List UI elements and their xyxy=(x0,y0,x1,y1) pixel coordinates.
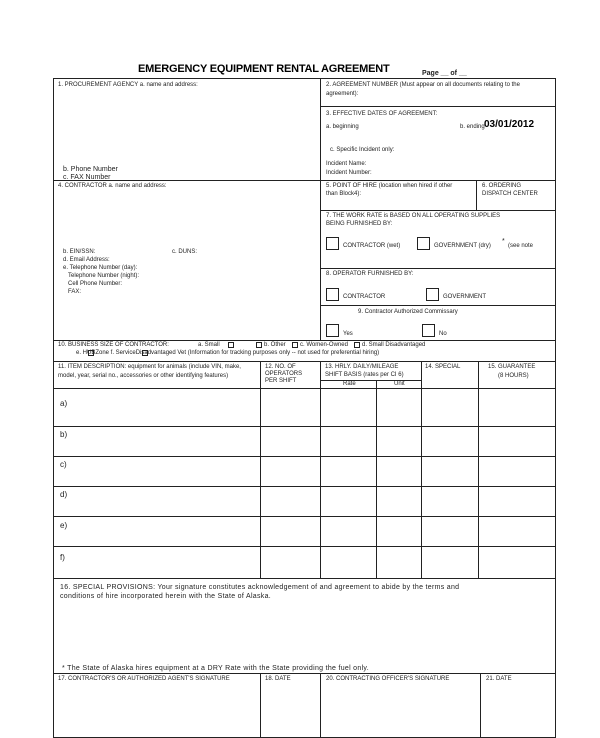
point-of-hire-label: 5. POINT OF HIRE (location when hired if other xyxy=(326,183,453,189)
table-bottom-line xyxy=(53,578,556,579)
commissary-no-checkbox[interactable] xyxy=(422,324,435,337)
divider-sec10 xyxy=(53,340,556,341)
operators-header-2: OPERATORS xyxy=(265,371,303,377)
guarantee-header: 15. GUARANTEE xyxy=(488,364,536,370)
divider-main xyxy=(320,78,321,340)
see-note-label: (see note xyxy=(508,243,534,249)
table-row-d: d) xyxy=(60,490,68,499)
operator-contractor-label: CONTRACTOR xyxy=(343,294,386,300)
email-label: d. Email Address: xyxy=(63,257,110,263)
table-row-line-5 xyxy=(53,546,556,547)
contractor-fax-label: FAX: xyxy=(68,289,82,295)
form-border xyxy=(53,78,556,738)
operator-government-checkbox[interactable] xyxy=(426,288,439,301)
officer-signature-label: 20. CONTRACTING OFFICER'S SIGNATURE xyxy=(326,676,450,682)
commissary-label: 9. Contractor Authorized Commissary xyxy=(358,309,458,315)
table-header-bottom xyxy=(53,388,556,389)
ending-date: 03/01/2012 xyxy=(484,119,535,130)
dry-rate-note: * The State of Alaska hires equipment at a DRY Rate with the State providing the fuel only. xyxy=(62,665,369,672)
size-women-label: c. Women-Owned xyxy=(300,342,348,348)
divider-sec7 xyxy=(320,268,556,269)
business-size-label: 10. BUSINESS SIZE OF CONTRACTOR: xyxy=(58,342,169,348)
agreement-number-label-2: agreement): xyxy=(326,91,359,97)
work-rate-label-2: BEING FURNISHED BY: xyxy=(326,221,393,227)
ending-label: b. ending xyxy=(460,124,485,130)
size-disadv-label: d. Small Disadvantaged xyxy=(362,342,426,348)
business-size-line2: e. HUBZone f. ServiceDisadvantaged Vet (Information for tracking purposes only -- not used for preferential hiring) xyxy=(76,350,380,356)
asterisk-mark: * xyxy=(502,238,505,245)
page-number-label: Page __ of __ xyxy=(422,70,467,77)
telephone-night-label: Telephone Number (night): xyxy=(68,273,140,279)
agreement-number-label: 2. AGREEMENT NUMBER (Must appear on all documents relating to the xyxy=(326,82,520,88)
size-disadv-checkbox[interactable] xyxy=(354,342,360,348)
table-row-line-3 xyxy=(53,486,556,487)
size-other-label: b. Other xyxy=(264,342,286,348)
officer-date-label: 21. DATE xyxy=(486,676,512,682)
table-row-c: c) xyxy=(60,460,67,469)
page-title: EMERGENCY EQUIPMENT RENTAL AGREEMENT xyxy=(138,63,390,75)
special-provisions-text-2: conditions of hire incorporated herein with the State of Alaska. xyxy=(60,593,272,600)
size-small-label: a. Small xyxy=(198,342,220,348)
specific-incident-label: c. Specific Incident only: xyxy=(330,147,395,153)
operator-furnished-label: 8. OPERATOR FURNISHED BY: xyxy=(326,271,414,277)
operator-government-label: GOVERNMENT xyxy=(443,294,487,300)
rate-header-2: SHIFT BASIS (rates per CI 6) xyxy=(325,372,404,378)
special-provisions-text: 16. SPECIAL PROVISIONS: Your signature constitutes acknowledgement of and agreement to abide by the terms and xyxy=(60,584,460,591)
guarantee-header-2: (8 HOURS) xyxy=(498,373,529,379)
rate-header: 13. HRLY. DAILY/MILEAGE xyxy=(325,364,399,370)
rate-subheader: Rate xyxy=(343,381,356,387)
operators-header: 12. NO. OF xyxy=(265,364,296,370)
divider-sec2 xyxy=(320,106,556,107)
point-of-hire-label-2: than Block4): xyxy=(326,191,362,197)
unit-subheader: Unit xyxy=(394,381,405,387)
divider-sec5 xyxy=(320,210,556,211)
phone-number-label: b. Phone Number xyxy=(63,166,118,173)
procurement-agency-label: 1. PROCUREMENT AGENCY a. name and address: xyxy=(58,82,198,88)
contractor-label: 4. CONTRACTOR a. name and address: xyxy=(58,183,167,189)
table-row-e: e) xyxy=(60,521,68,530)
table-row-line-2 xyxy=(53,456,556,457)
size-other-checkbox[interactable] xyxy=(256,342,262,348)
ein-label: b. EIN/SSN: xyxy=(63,249,96,255)
commissary-yes-label: Yes xyxy=(343,331,353,337)
table-col-div-3 xyxy=(376,380,377,578)
divider-sec8 xyxy=(320,305,556,306)
commissary-no-label: No xyxy=(439,331,447,337)
commissary-yes-checkbox[interactable] xyxy=(326,324,339,337)
size-women-checkbox[interactable] xyxy=(292,342,298,348)
government-dry-checkbox[interactable] xyxy=(417,237,430,250)
item-description-header: 11. ITEM DESCRIPTION: equipment for animals (include VIN, make, xyxy=(58,364,241,370)
dispatch-center-label: DISPATCH CENTER xyxy=(482,191,538,197)
contractor-date-label: 18. DATE xyxy=(265,676,291,682)
operator-contractor-checkbox[interactable] xyxy=(326,288,339,301)
size-small-checkbox[interactable] xyxy=(228,342,234,348)
rate-subheader-line xyxy=(320,380,421,381)
divider-table-top xyxy=(53,361,556,362)
fax-number-label: c. FAX Number xyxy=(63,174,111,181)
ordering-label: 6. ORDERING xyxy=(482,183,522,189)
contractor-signature-label: 17. CONTRACTOR'S OR AUTHORIZED AGENT'S SIGNATURE xyxy=(58,676,230,682)
duns-label: c. DUNS: xyxy=(172,249,198,255)
special-header: 14. SPECIAL xyxy=(425,364,461,370)
table-row-a: a) xyxy=(60,399,68,408)
contractor-wet-label: CONTRACTOR (wet) xyxy=(343,243,401,249)
incident-name-label: Incident Name: xyxy=(326,161,367,167)
telephone-day-label: e. Telephone Number (day): xyxy=(63,265,138,271)
table-row-line-1 xyxy=(53,426,556,427)
footer-div-2 xyxy=(320,673,321,738)
divider-sec5-6 xyxy=(476,180,477,210)
table-row-line-4 xyxy=(53,516,556,517)
footer-div-1 xyxy=(260,673,261,738)
contractor-wet-checkbox[interactable] xyxy=(326,237,339,250)
incident-number-label: Incident Number: xyxy=(326,170,372,176)
table-row-b: b) xyxy=(60,430,68,439)
cell-phone-label: Cell Phone Number: xyxy=(68,281,123,287)
government-dry-label: GOVERNMENT (dry) xyxy=(434,243,491,249)
effective-dates-label: 3. EFFECTIVE DATES OF AGREEMENT: xyxy=(326,111,438,117)
operators-header-3: PER SHIFT xyxy=(265,378,297,384)
table-row-f: f) xyxy=(60,553,65,562)
item-description-header-2: model, year, serial no., accessories or other identifying features) xyxy=(58,373,229,379)
divider-sec3 xyxy=(320,180,556,181)
footer-div-3 xyxy=(480,673,481,738)
beginning-label: a. beginning xyxy=(326,124,359,130)
work-rate-label: 7. THE WORK RATE is BASED ON ALL OPERATING SUPPLIES xyxy=(326,213,501,219)
